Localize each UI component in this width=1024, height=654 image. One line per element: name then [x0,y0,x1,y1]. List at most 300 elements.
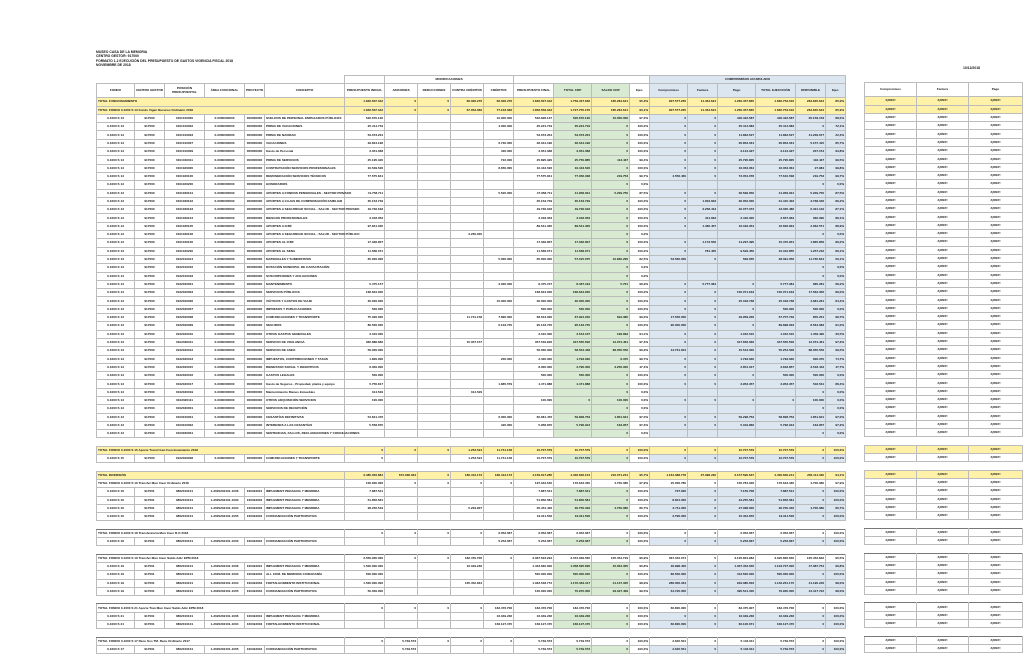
cell: 86,7% [630,504,650,512]
cell: 0101010007 [165,139,205,147]
cell: 1.363.548.772 [514,579,554,587]
cell: 917001 [135,504,165,512]
cell: 219.753 [796,172,826,180]
cell: FORTALECIMIENTO INSTITUCIONAL [265,621,345,629]
cell: 99,7% [630,172,650,180]
cell: 0 [688,148,718,156]
cell: 0101030104 [165,214,205,222]
cell: 0,0% [826,388,846,396]
side-row [865,105,1023,113]
cell: 3.372.039.565 [554,554,592,562]
cell: OTROS GASTOS GENERALES [265,330,345,338]
cell: 0 [688,156,718,164]
cell [345,272,385,280]
cell: 100,0% [630,148,650,156]
cell: 000000000 [245,289,265,297]
side-cell: #¡REF! [917,246,969,254]
cell: 3.310.000 [514,330,554,338]
cell: 100,0% [630,139,650,147]
cell: 0101030102 [165,197,205,205]
cell: 22,4% [826,131,846,139]
cell: 0102020001 [165,280,205,288]
cell: 000000000 [245,247,265,255]
column-header: PRESUPUESTO FINAL [514,84,554,98]
cell [484,405,514,413]
cell: 0-1000 S 13 [97,305,135,313]
cell: 16.318.354 [718,222,756,230]
cell: 000000000 [245,172,265,180]
side-row [865,503,1023,511]
cell [418,247,451,255]
cell [756,430,796,438]
cell: 54.841.476 [345,413,385,421]
cell: 000000000 [245,164,265,172]
side-cell: #¡REF! [969,561,1023,569]
cell: 5.749.573 [554,637,592,645]
cell: ALL COM. DE MEMORIA CIUDADANÍA [265,571,345,579]
side-cell: #¡REF! [917,337,969,345]
cell: 3.485.353.881 [345,471,385,479]
cell: RIESGOS PROFESIONALES [265,214,345,222]
side-row [865,155,1023,163]
side-cell: #¡REF! [917,147,969,155]
cell: 5.749.573 [514,637,554,645]
cell: 0 [688,554,718,562]
side-cell: #¡REF! [969,387,1023,395]
total-row [97,604,846,612]
table-row [97,231,846,239]
cell: 0,0% [630,264,650,272]
cell: 106.000.000 [345,479,385,487]
cell: 1.010.510 [718,330,756,338]
cell: 0-1000 S 19 [97,571,135,579]
cell [418,347,451,355]
total-label: TOTAL FONDO 0-1000 S 13 Fondo Vigen Recurso Ordinario 2018 [97,106,345,114]
cell: 0 [592,621,630,629]
cell: 1.793.630 [718,355,756,363]
cell [650,430,688,438]
total-label: TOTAL FONDO 0-1000 S 18 Transferencia Mun Inver R.O 2018 [97,529,345,537]
cell: 66.306.276 [484,98,514,106]
cell: 99,5% [826,156,846,164]
table-row [97,305,846,313]
side-cell: #¡REF! [917,412,969,420]
cell: 3.790.000 [650,513,688,521]
cell [756,405,796,413]
side-row [865,404,1023,412]
cell: 93,1% [630,106,650,114]
cell: 0102020008 [165,455,205,463]
cell: 0 [796,571,826,579]
cell: 917000 [135,114,165,122]
cell [484,338,514,346]
cell: 3.018.053 [345,214,385,222]
cell: 3.351.068 [554,148,592,156]
cell: 0-1000 S 13 [97,148,135,156]
side-cell: #¡REF! [917,371,969,379]
side-cell: #¡REF! [917,528,969,536]
cell: 100,0% [826,645,846,653]
table-row [97,181,846,189]
cell: 4.700.080 [796,504,826,512]
side-cell: #¡REF! [917,537,969,545]
cell [650,405,688,413]
cell: 3.351.068 [514,148,554,156]
cell: 917000 [135,264,165,272]
cell: 0 [650,338,688,346]
cell: 1.358.595.695 [554,562,592,570]
cell: 27.098.600 [718,504,756,512]
cell [451,587,484,595]
cell: 10.000.000 [592,114,630,122]
cell: 2.620.501 [650,637,688,645]
cell: 25.006.780 [650,479,688,487]
cell [554,272,592,280]
cell: 86.500.000 [650,571,688,579]
cell: 0,0% [630,272,650,280]
cell [385,247,418,255]
side-cell: #¡REF! [865,304,917,312]
side-cell: #¡REF! [969,205,1023,213]
cell: PRIMA DE SERVICIOS [265,156,345,164]
cell [385,164,418,172]
cell: 185.284.641 [592,106,630,114]
cell: 5.558.870 [345,421,385,429]
cell: 0-0000000000 [205,131,245,139]
cell [385,504,418,512]
cell [385,405,418,413]
side-cell: #¡REF! [969,570,1023,578]
cell: 11.464.624 [688,106,718,114]
side-cell: #¡REF! [917,188,969,196]
cell: 100,0% [630,123,650,131]
side-cell: #¡REF! [969,97,1023,105]
cell: 0 [650,148,688,156]
cell: 917000 [135,405,165,413]
cell: 98,7% [826,314,846,322]
cell: 99,0% [630,314,650,322]
cell: 0 [688,297,718,305]
side-cell: #¡REF! [865,470,917,478]
cell: 1.793.630 [756,355,796,363]
cell: 88,4% [826,380,846,388]
cell [451,496,484,504]
cell: 0-1000 S 13 [97,131,135,139]
cell: 000000000 [245,280,265,288]
cell: 0 [688,380,718,388]
cell [451,380,484,388]
cell [385,239,418,247]
budget-table [96,75,846,654]
cell: 5.749.573 [514,645,554,653]
side-row [865,570,1023,578]
cell [451,330,484,338]
cell: 67.053.066 [451,106,484,114]
cell: 400.000 [484,148,514,156]
cell: 4.159.617.285 [514,471,554,479]
cell: 0-1000 S 13 [97,322,135,330]
cell: 85,9% [826,98,846,106]
cell: 6.052.667 [756,529,796,537]
cell: 100,0% [630,131,650,139]
side-cell: #¡REF! [969,296,1023,304]
cell [484,488,514,496]
cell [385,513,418,521]
side-cell: #¡REF! [969,329,1023,337]
side-cell: #¡REF! [865,603,917,611]
cell: 000000000 [245,405,265,413]
side-cell: #¡REF! [917,445,969,453]
cell: 30.700.346 [756,504,796,512]
cell: 100,0% [826,455,846,463]
cell: 5.958.870 [514,421,554,429]
cell: 0 [688,114,718,122]
cell: 5.749.573 [756,645,796,653]
cell: 0802010101 [165,538,205,546]
cell [484,372,514,380]
cell [484,363,514,371]
cell: 0 [796,529,826,537]
cell: 105.454.729 [592,554,630,562]
cell: 8.000.000 [514,363,554,371]
side-cell: #¡REF! [865,238,917,246]
cell [554,430,592,438]
cell: 100,0% [826,538,846,546]
cell: 000000000 [245,372,265,380]
cell: 0 [592,455,630,463]
cell: MANTENIMIENTO [265,280,345,288]
cell: 4.700.080 [796,479,826,487]
cell: 197.343.540 [514,479,554,487]
cell: 0802010101 [165,587,205,595]
side-row [865,329,1023,337]
side-row [865,130,1023,138]
cell: 1.257.216 [796,247,826,255]
cell: 100,0% [630,305,650,313]
cell: 176.643.460 [554,479,592,487]
cell: 8.650.000 [484,164,514,172]
side-cell: #¡REF! [917,478,969,486]
cell: 0-1000 S 13 [97,347,135,355]
cell: 10.310.855 [756,247,796,255]
cell: 6.103.745 [484,322,514,330]
cell [385,363,418,371]
cell: 0102020012 [165,347,205,355]
cell: 0 [484,637,514,645]
side-cell: #¡REF! [917,470,969,478]
cell [451,372,484,380]
cell [514,231,554,239]
cell: 0,0% [826,396,846,404]
cell: 0 [592,322,630,330]
cell: IMPLEMENT PEDAGOG Y MEMORIA [265,496,345,504]
cell: 0-1000 S 13 [97,413,135,421]
cell: 3.018.053 [514,214,554,222]
cell: 0-0000000000 [205,214,245,222]
cell [451,405,484,413]
side-row [865,122,1023,130]
cell: Gasto de Seguros - Propiedad, planta y equipo [265,380,345,388]
side-cell: #¡REF! [969,644,1023,652]
cell [451,264,484,272]
cell: 99,4% [630,156,650,164]
cell: 0-1000 S 13 [97,214,135,222]
cell: 97,0% [826,413,846,421]
cell: SENTENCIAS, FALLOS, RECLAMACIONES Y CONCILIACIONES [265,430,345,438]
cell [418,405,451,413]
side-row [865,346,1023,354]
cell [385,322,418,330]
cell: 0802010101 [165,562,205,570]
cell: COMUNICACIONES Y TRANSPORTE [265,314,345,322]
side-cell: #¡REF! [865,230,917,238]
cell: 182.476.706 [484,604,514,612]
cell [418,131,451,139]
side-cell: #¡REF! [917,611,969,619]
cell [650,181,688,189]
cell: 41.209.677 [796,131,826,139]
cell: 367.016.374 [650,554,688,562]
cell: 97,3% [630,338,650,346]
cell: 100.000 [796,396,826,404]
side-row [865,288,1023,296]
cell: 9.529.450 [718,247,756,255]
cell: 0-1000 S 13 [97,181,135,189]
cell [688,430,718,438]
cell [385,430,418,438]
cell: 1.851.621 [796,413,826,421]
cell: 68.613.000 [514,314,554,322]
cell: 3.250.000 [592,363,630,371]
spacer-row [97,463,846,471]
cell: 3.157.590.637 [718,471,756,479]
cell: 347.555.506 [554,338,592,346]
group-modificaciones: MODIFICACIONES [385,76,514,84]
cell: 31.415.403 [756,197,796,205]
cell: 8.564.083 [796,322,826,330]
side-cell: #¡REF! [917,196,969,204]
side-cell: #¡REF! [969,155,1023,163]
cell: 0 [592,446,630,454]
cell: 360.888.866 [345,338,385,346]
cell: APORTES AL SENA [265,247,345,255]
side-row [865,205,1023,213]
cell: 76.935.000 [756,587,796,595]
cell [418,305,451,313]
cell: 000000000 [245,222,265,230]
cell: 0 [688,314,718,322]
cell: 30.052.000 [718,197,756,205]
cell: 0 [592,380,630,388]
column-header: FONDO [97,84,135,98]
cell: 0 [592,645,630,653]
cell: 0 [650,372,688,380]
side-cell: #¡REF! [969,512,1023,520]
cell [418,123,451,131]
spacer-row [865,437,1023,445]
cell: 100,0% [630,164,650,172]
cell [451,322,484,330]
cell: 160494002 [245,496,265,504]
cell [718,430,756,438]
cell: 0 [451,479,484,487]
cell: 30.750.346 [554,504,592,512]
cell: 1.260.457.865 [718,98,756,106]
cell [385,496,418,504]
cell [484,289,514,297]
cell: 99,9% [630,280,650,288]
total-label: TOTAL FONDO 0-1000 S 17 Recu Sos TM. Recu Ordinario 2017 [97,637,345,645]
cell: 0102020015 [165,363,205,371]
cell [345,181,385,189]
cell: 0-0000000000 [205,123,245,131]
cell: 1.500.000.000 [345,562,385,570]
cell: 917000 [135,330,165,338]
cell: 0 [650,305,688,313]
side-cell: #¡REF! [865,553,917,561]
cell: 000000000 [245,189,265,197]
cell [484,239,514,247]
cell: 98,0% [826,579,846,587]
side-cell: #¡REF! [917,313,969,321]
cell [418,164,451,172]
cell [554,181,592,189]
cell: 41.959.631 [756,189,796,197]
cell [718,231,756,239]
cell: 0-1000 S 13 [97,197,135,205]
cell: 160494001 [245,612,265,620]
side-cell: #¡REF! [969,238,1023,246]
cell: 0 [650,380,688,388]
cell: 500.000 [345,372,385,380]
cell: 0 [650,280,688,288]
cell: 5.749.573 [756,637,796,645]
cell: 3.367.523.294 [514,554,554,562]
cell: 1.800.000 [345,355,385,363]
cell: 000000000 [245,396,265,404]
cell [385,621,418,629]
cell: 56.000.000 [514,347,554,355]
cell [418,355,451,363]
cell: 907.577.265 [650,106,688,114]
side-cell: #¡REF! [865,196,917,204]
side-cell: #¡REF! [969,454,1023,462]
side-cell: #¡REF! [969,603,1023,611]
cell: 10.707.579 [514,446,554,454]
cell: 0 [796,430,826,438]
cell: 0-0000000000 [205,396,245,404]
header-line-4: NOVIEMBRE DE 2018 [96,62,131,67]
side-row [865,512,1023,520]
cell: 0 [592,272,630,280]
side-cell: #¡REF! [969,487,1023,495]
cell: 219.753 [592,172,630,180]
header-line-2: CENTRO GESTOR: 917000 [96,54,139,59]
side-cell: #¡REF! [969,171,1023,179]
side-cell: #¡REF! [917,138,969,146]
table-row [97,222,846,230]
cell: 0,0% [630,405,650,413]
side-row [865,412,1023,420]
cell: 0-1000 S 13 [97,430,135,438]
cell: 150.071.643 [718,289,756,297]
cell: 0,0% [630,430,650,438]
cell: 91,0% [826,322,846,330]
cell: 1-2020202101-1004 [205,621,245,629]
cell: 7.887.541 [554,488,592,496]
cell: 0-1000 S 21 [97,621,135,629]
cell: 0 [650,455,688,463]
